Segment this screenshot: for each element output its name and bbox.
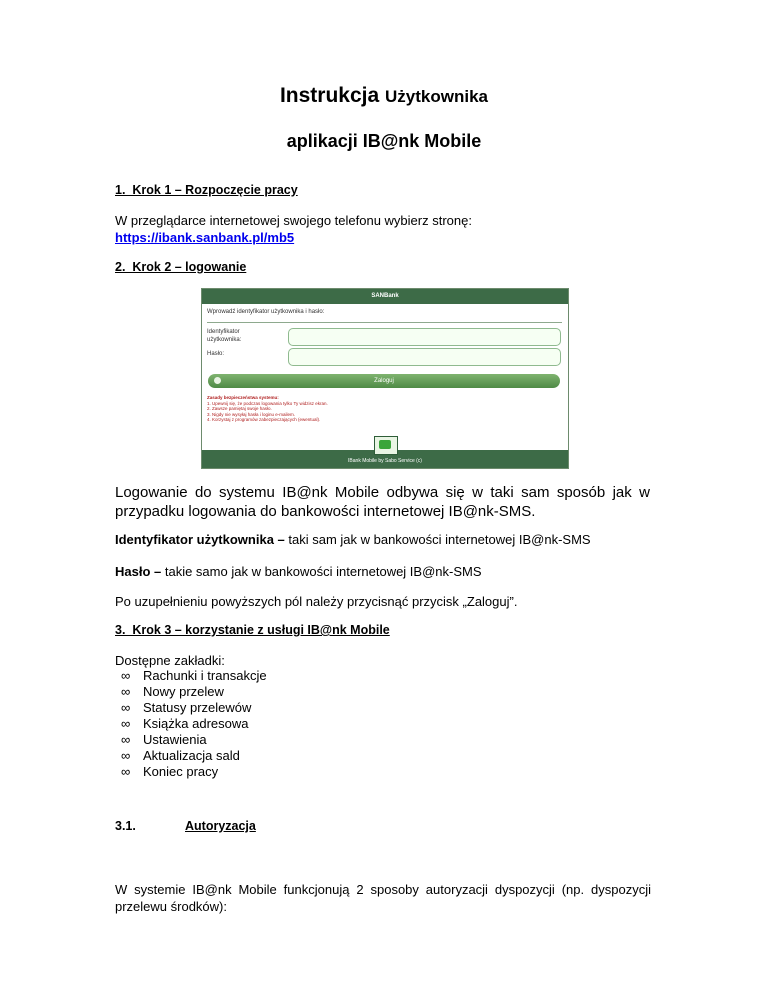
screenshot-divider — [207, 322, 562, 323]
tabs-label: Dostępne zakładki: — [115, 653, 225, 668]
login-description: Logowanie do systemu IB@nk Mobile odbywa się w taki sam sposób jak w przypadku logowania do bankowości internetowej IB@nk-SMS. — [115, 484, 650, 520]
login-icon — [214, 377, 221, 384]
list-item: ∞ Aktualizacja sald — [121, 748, 240, 763]
screenshot-intro: Wprowadź identyfikator użytkownika i hasło: — [207, 309, 325, 315]
document-title — [0, 84, 768, 108]
list-item: ∞ Rachunki i transakcje — [121, 668, 267, 683]
list-item: ∞ Ustawienia — [121, 732, 207, 747]
list-item: ∞ Książka adresowa — [121, 716, 249, 731]
section2-heading: 2. Krok 2 – logowanie — [115, 260, 247, 274]
screenshot-password-input — [288, 348, 561, 366]
document-subtitle: aplikacji IB@nk Mobile — [286, 131, 482, 151]
login-instruction: Po uzupełnieniu powyższych pól należy przycisnąć przycisk „Zaloguj”. — [115, 594, 518, 609]
id-description: Identyfikator użytkownika – taki sam jak w bankowości internetowej IB@nk-SMS — [115, 532, 591, 547]
authorization-text: W systemie IB@nk Mobile funkcjonują 2 sposoby autoryzacji dyspozycji (np. dyspozycji przelewu środków): — [115, 882, 651, 914]
chat-logo-icon — [374, 436, 398, 455]
tabs-list — [115, 668, 267, 780]
title-part2: Użytkownika — [385, 87, 489, 106]
section31-heading: Autoryzacja — [185, 819, 256, 833]
screenshot-label-pass: Hasło: — [207, 351, 225, 357]
list-item: ∞ Statusy przelewów — [121, 700, 252, 715]
section1-heading: 1. Krok 1 – Rozpoczęcie pracy — [115, 183, 298, 197]
list-item: ∞ Koniec pracy — [121, 764, 219, 779]
screenshot-id-input — [288, 328, 561, 346]
list-item: ∞ Nowy przelew — [121, 684, 224, 699]
screenshot-footer: IBank Mobile by Sabo Service (c) — [202, 450, 568, 468]
screenshot-label-id: Identyfikator użytkownika: — [207, 329, 242, 343]
title-part1: Instrukcja — [279, 84, 380, 107]
section1-text: W przeglądarce internetowej swojego telefonu wybierz stronę: — [115, 213, 472, 228]
section31-number: 3.1. — [115, 819, 136, 833]
login-screenshot — [201, 288, 569, 469]
screenshot-header: SANBank — [202, 289, 568, 304]
section3-heading: 3. Krok 3 – korzystanie z usługi IB@nk Mobile — [115, 623, 390, 637]
password-description: Hasło – takie samo jak w bankowości internetowej IB@nk-SMS — [115, 564, 482, 579]
screenshot-login-button: Zaloguj — [208, 374, 560, 388]
sanbank-link[interactable]: https://ibank.sanbank.pl/mb5 — [115, 230, 295, 245]
screenshot-rules: Zasady bezpieczeństwa systemu: 1. Upewnij się, że podczas logowania tylko Ty widzisz ekran. 2. Zawsze pamiętaj swoje hasło. 3. Nigdy nie wysyłaj hasła i loginu e-mailem. 4. Korzystaj z programów zabezpieczających (ewentual). — [207, 395, 328, 422]
